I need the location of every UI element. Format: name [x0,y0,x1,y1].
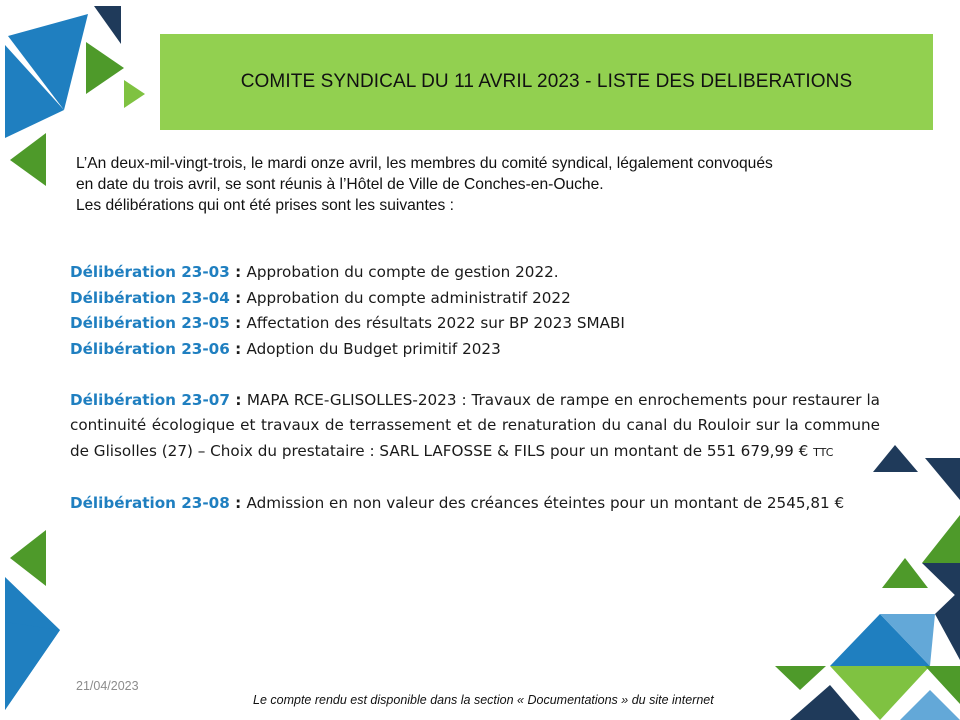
deliberation-item [70,260,880,286]
deco-triangle [86,42,124,94]
deco-triangle [790,685,860,720]
intro-line: L’An deux-mil-vingt-trois, le mardi onze avril, les membres du comité syndical, légalement convoqués [76,155,773,172]
deco-triangle [925,458,960,500]
deliberation-text: Affectation des résultats 2022 sur BP 2023 SMABI [246,314,625,332]
spacer [70,362,880,388]
deco-triangle [922,515,960,563]
intro-paragraph [76,153,926,216]
deliberations-list [70,260,880,516]
deliberation-text: Approbation du compte de gestion 2022. [246,263,559,281]
deliberation-number: Délibération 23-05 [70,314,230,332]
slide-date: 21/04/2023 [76,679,139,693]
deco-triangle [900,690,960,720]
deliberation-number: Délibération 23-06 [70,339,230,358]
deliberation-item [70,311,880,337]
deliberation-item [70,337,880,363]
footer-note: Le compte rendu est disponible dans la section « Documentations » du site internet [253,693,714,707]
deliberation-number: Délibération 23-08 [70,493,230,512]
deliberation-separator: : [229,339,247,358]
deliberation-item [70,286,880,312]
deco-triangle [124,80,145,108]
deco-triangle [10,530,46,586]
deliberation-item [70,388,880,466]
deliberation-text: Admission en non valeur des créances éteintes pour un montant de 2545,81 € [246,493,845,512]
page-title: COMITE SYNDICAL DU 11 AVRIL 2023 - LISTE DES DELIBERATIONS [240,71,853,92]
deliberation-separator: : [229,314,247,332]
deliberation-text: Approbation du compte administratif 2022 [246,288,571,307]
intro-line: Les délibérations qui ont été prises sont les suivantes : [76,197,454,214]
deliberation-text: Adoption du Budget primitif 2023 [246,339,501,358]
deliberation-separator: : [229,390,247,409]
spacer [70,465,880,491]
deliberation-number: Délibération 23-07 [70,390,230,409]
deco-triangle [922,563,960,600]
deliberation-text: MAPA RCE-GLISOLLES-2023 : Travaux de rampe en enrochements pour restaurer la continuité écologique et travaux de terrassement et de renaturation du canal du Rouloir sur la commune de Glisolles (27) – Choix du prestataire : SARL LAFOSSE & FILS pour un montant de 551 679,99 € [70,390,880,460]
deco-triangle [775,666,826,690]
deliberation-number: Délibération 23-03 [70,263,230,281]
deco-triangle [94,6,121,44]
deliberation-separator: : [229,288,247,307]
deliberation-suffix: TTC [813,445,834,459]
intro-line: en date du trois avril, se sont réunis à l’Hôtel de Ville de Conches-en-Ouche. [76,176,604,193]
deliberation-item [70,491,880,517]
deco-triangle [882,558,928,588]
deco-triangle [935,590,960,660]
deliberation-separator: : [229,493,247,512]
deco-triangle [10,133,46,186]
deliberation-number: Délibération 23-04 [70,288,230,307]
deco-triangle [5,622,60,710]
title-banner [160,34,933,130]
deliberation-separator: : [229,263,247,281]
